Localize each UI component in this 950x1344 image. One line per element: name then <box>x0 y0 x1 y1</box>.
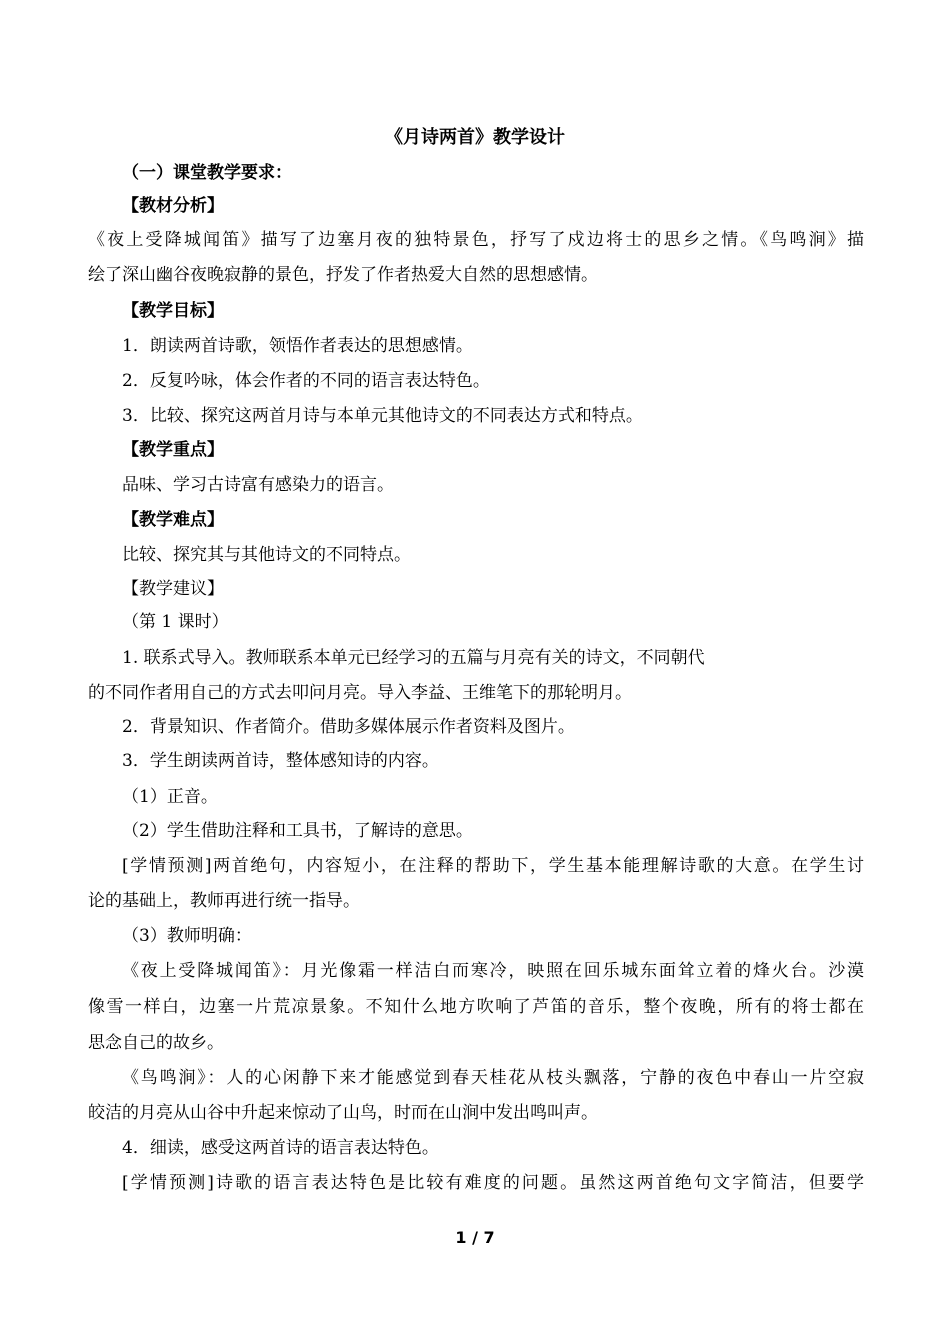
paragraph-line: 比较、探究其与其他诗文的不同特点。 <box>122 545 411 565</box>
paragraph-line: 品味、学习古诗富有感染力的语言。 <box>122 475 394 495</box>
section-heading: （一）课堂教学要求： <box>122 163 292 183</box>
list-item: 3．学生朗读两首诗，整体感知诗的内容。 <box>122 751 439 771</box>
paragraph-line: 《夜上受降城闻笛》：月光像霜一样洁白而寒冷，映照在回乐城东面耸立着的烽火台。沙漠 <box>122 961 864 981</box>
lesson-label: （第 1 课时） <box>122 612 229 632</box>
heading-key: 【教学重点】 <box>122 440 224 460</box>
paragraph-line: 像雪一样白，边塞一片荒凉景象。不知什么地方吹响了芦笛的音乐，整个夜晚，所有的将士都在 <box>88 997 864 1017</box>
paragraph-line: 《鸟鸣涧》：人的心闲静下来才能感觉到春天桂花从枝头飘落，宁静的夜色中春山一片空寂 <box>122 1068 864 1088</box>
paragraph-line: 皎洁的月亮从山谷中升起来惊动了山鸟，时而在山涧中发出鸣叫声。 <box>88 1103 598 1123</box>
list-item: （2）学生借助注释和工具书，了解诗的意思。 <box>122 821 473 841</box>
page-title: 《月诗两首》教学设计 <box>385 127 565 148</box>
list-item: （3）教师明确： <box>122 926 252 946</box>
paragraph-line: 《夜上受降城闻笛》描写了边塞月夜的独特景色，抒写了戍边将士的思乡之情。《鸟鸣涧》描 <box>88 230 864 250</box>
paragraph-line: [学情预测]两首绝句，内容短小，在注释的帮助下，学生基本能理解诗歌的大意。在学生讨 <box>122 856 864 876</box>
list-item: 4．细读，感受这两首诗的语言表达特色。 <box>122 1138 439 1158</box>
paragraph-line: 论的基础上，教师再进行统一指导。 <box>88 891 360 911</box>
list-item: 3．比较、探究这两首月诗与本单元其他诗文的不同表达方式和特点。 <box>122 406 643 426</box>
heading-analysis: 【教材分析】 <box>122 196 224 216</box>
paragraph-line: 绘了深山幽谷夜晚寂静的景色，抒发了作者热爱大自然的思想感情。 <box>88 265 598 285</box>
list-item: 1. 联系式导入。教师联系本单元已经学习的五篇与月亮有关的诗文，不同朝代 <box>122 648 705 668</box>
paragraph-line: 的不同作者用自己的方式去叩问月亮。导入李益、王维笔下的那轮明月。 <box>88 683 632 703</box>
heading-difficulty: 【教学难点】 <box>122 510 224 530</box>
heading-suggestions: 【教学建议】 <box>122 579 224 599</box>
list-item: 1．朗读两首诗歌，领悟作者表达的思想感情。 <box>122 336 473 356</box>
page-number: 1 / 7 <box>455 1228 495 1247</box>
paragraph-line: [学情预测]诗歌的语言表达特色是比较有难度的问题。虽然这两首绝句文字简洁，但要学 <box>122 1173 864 1193</box>
heading-goals: 【教学目标】 <box>122 301 224 321</box>
list-item: 2．背景知识、作者简介。借助多媒体展示作者资料及图片。 <box>122 717 575 737</box>
list-item: 2．反复吟咏，体会作者的不同的语言表达特色。 <box>122 371 490 391</box>
paragraph-line: 思念自己的故乡。 <box>88 1033 224 1053</box>
list-item: （1）正音。 <box>122 787 218 807</box>
